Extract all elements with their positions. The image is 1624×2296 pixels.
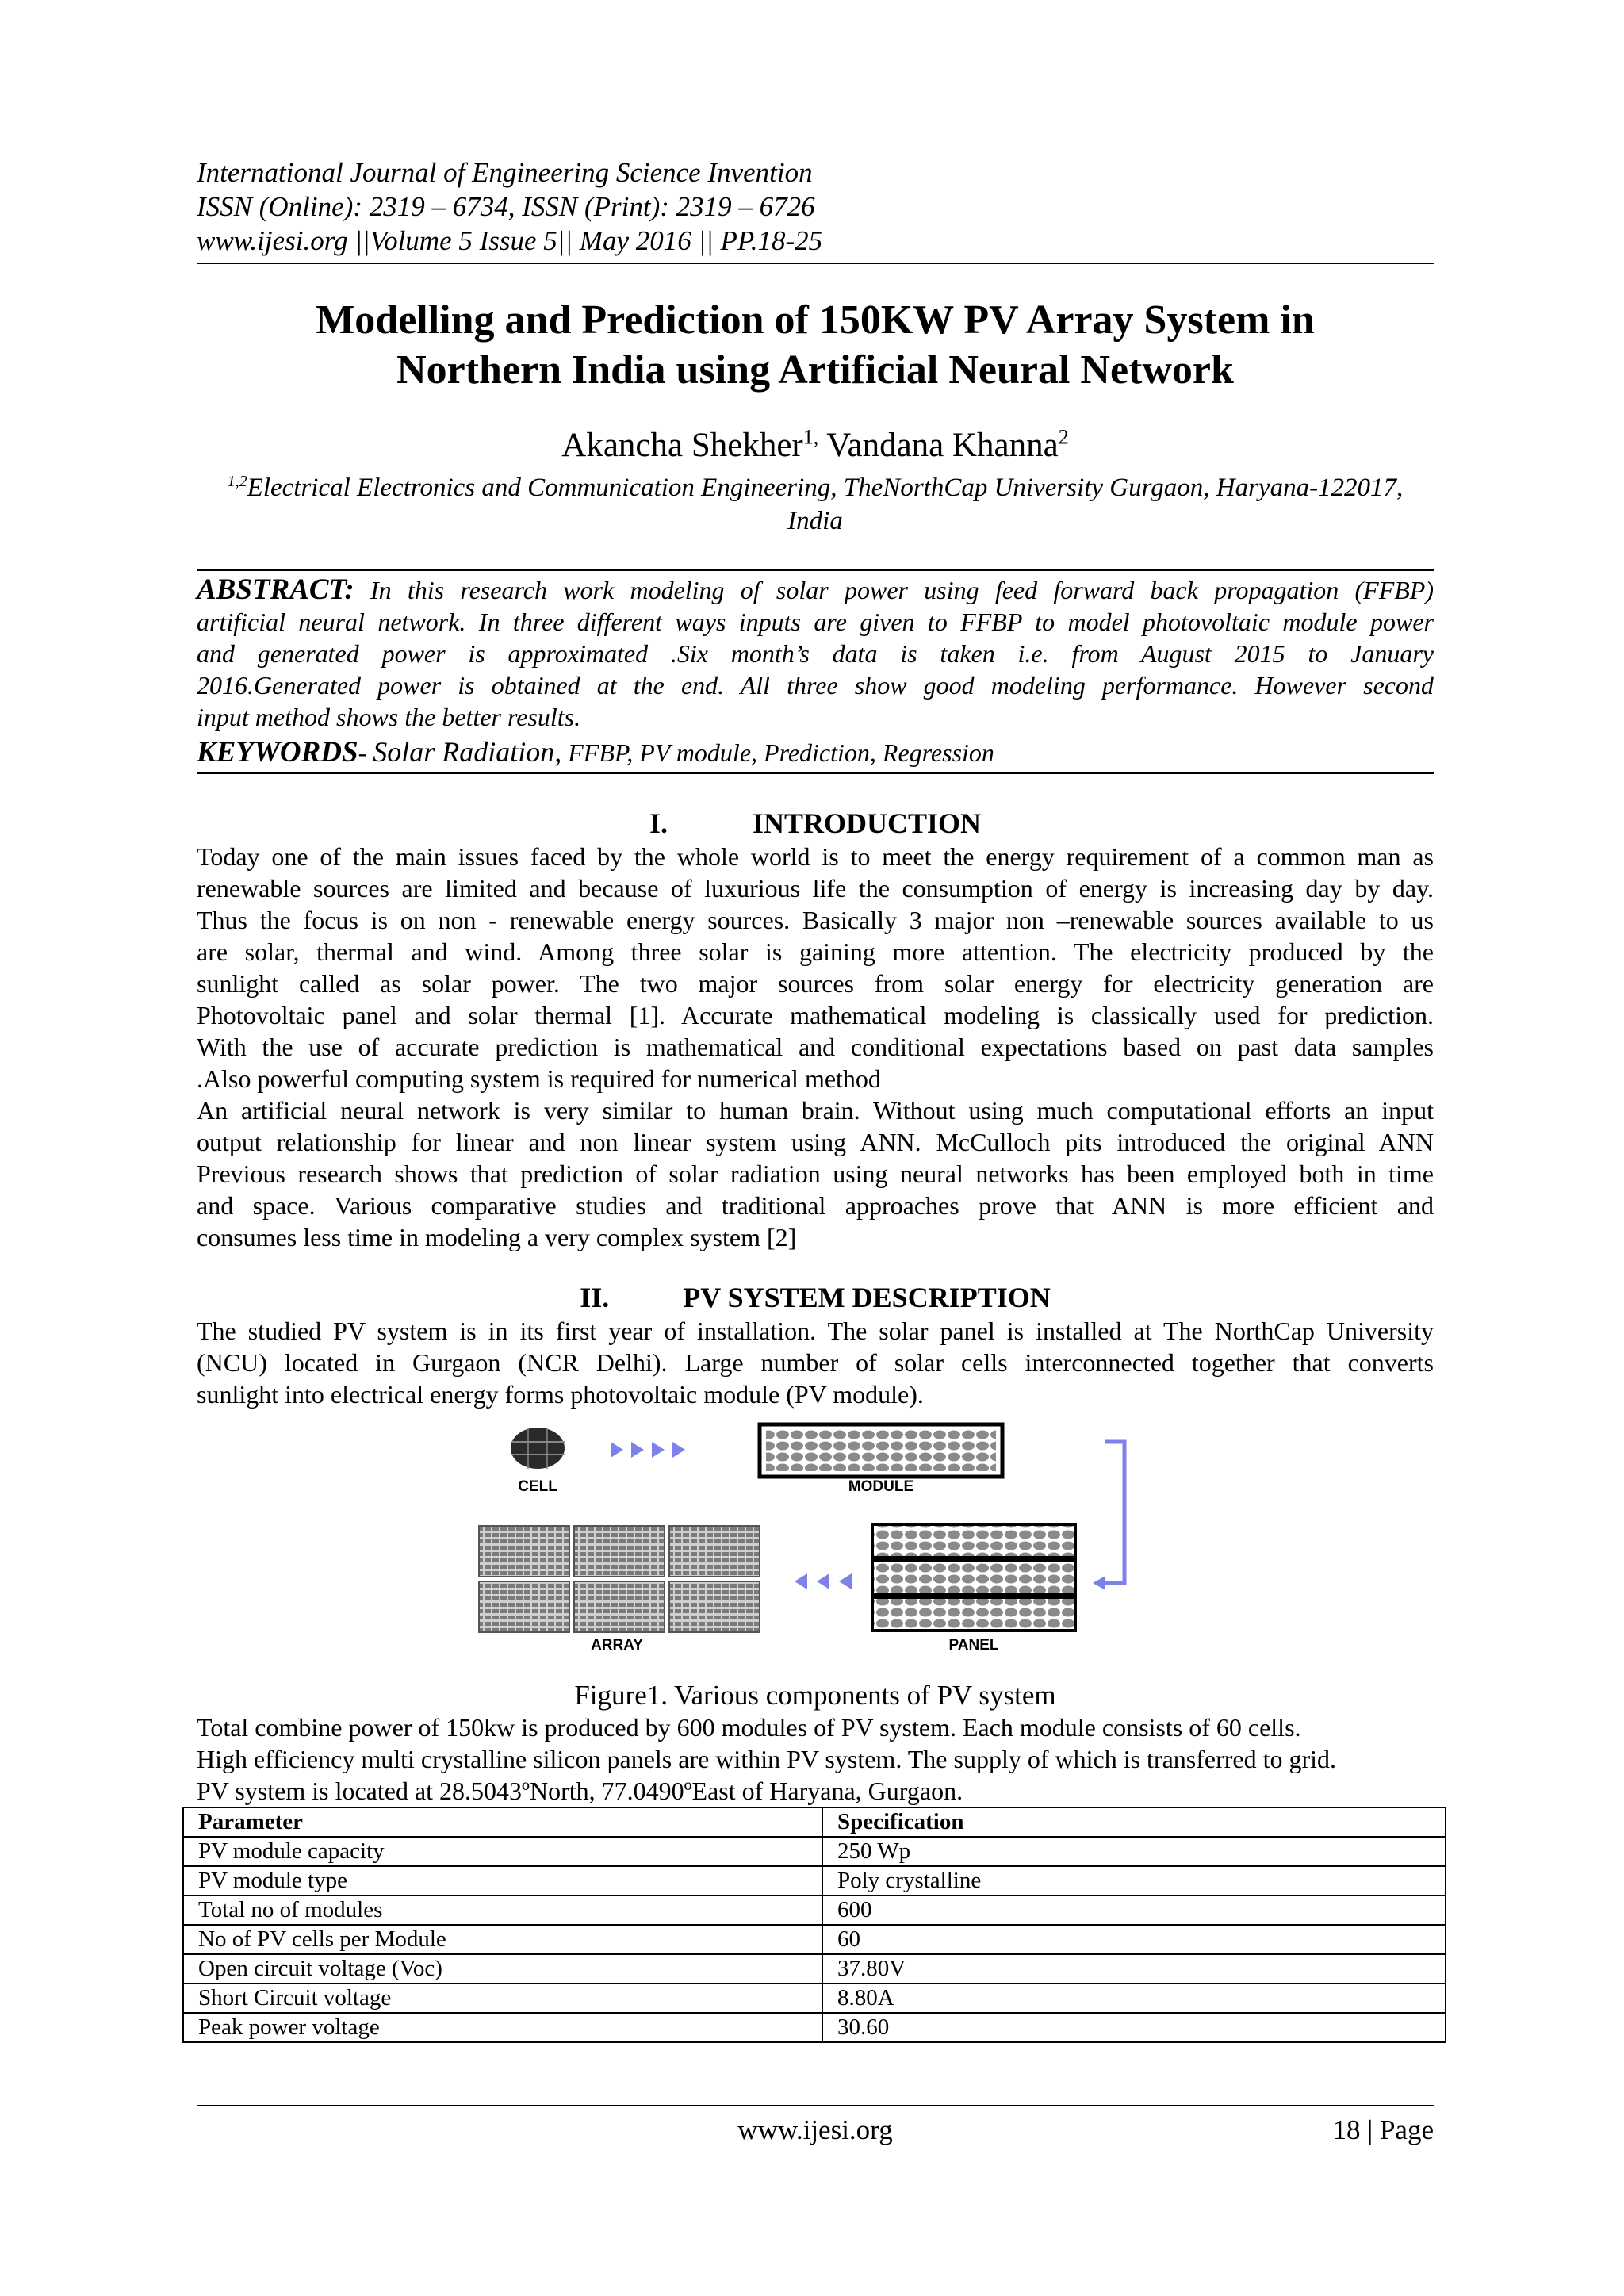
- title-line-2: Northern India using Artificial Neural Network: [396, 347, 1234, 393]
- table-cell: PV module type: [183, 1866, 822, 1895]
- text-line: are solar, thermal and wind. Among three solar is gaining more attention. The electricity produced by the: [197, 937, 1434, 966]
- section-heading-introduction: [197, 806, 1434, 841]
- text-line: Photovoltaic panel and solar thermal [1]. Accurate mathematical modeling is classically used for prediction.: [197, 1001, 1434, 1029]
- table-header-row: [183, 1807, 1446, 1837]
- text-line: sunlight called as solar power. The two major sources from solar energy for electricity generation are: [197, 969, 1434, 998]
- author-2: Vandana Khanna: [818, 427, 1059, 464]
- table-cell: Poly crystalline: [822, 1866, 1446, 1895]
- table-row: [183, 1866, 1446, 1895]
- footer-page-number: 18 | Page: [1332, 2114, 1434, 2145]
- journal-issn: ISSN (Online): 2319 – 6734, ISSN (Print): 2319 – 6726: [197, 191, 815, 222]
- journal-volume: www.ijesi.org ||Volume 5 Issue 5|| May 2016 || PP.18-25: [197, 225, 823, 256]
- text-line: PV system is located at 28.5043ºNorth, 77.0490ºEast of Haryana, Gurgaon.: [197, 1777, 963, 1805]
- table-cell: 8.80A: [822, 1984, 1446, 2013]
- cell-icon: [511, 1428, 565, 1469]
- table-cell: Short Circuit voltage: [183, 1984, 822, 2013]
- section-heading-pv-system: [197, 1280, 1434, 1315]
- paper-title: [197, 295, 1434, 395]
- pv-system-details-paragraph: [197, 1711, 1434, 1807]
- abstract-line: and generated power is approximated .Six month’s data is taken i.e. from August 2015 to January: [197, 639, 1434, 668]
- text-line: An artificial neural network is very similar to human brain. Without using much computational efforts an input: [197, 1096, 1434, 1125]
- author-list: [197, 425, 1434, 466]
- table-cell: Open circuit voltage (Voc): [183, 1954, 822, 1984]
- table-cell: PV module capacity: [183, 1837, 822, 1866]
- figure-caption: Figure1. Various components of PV system: [574, 1680, 1056, 1711]
- text-line: Previous research shows that prediction of solar radiation using neural networks has been employed both in time: [197, 1159, 1434, 1188]
- affiliation-line-2: India: [787, 507, 843, 535]
- table-cell: 30.60: [822, 2013, 1446, 2042]
- table-row: [183, 1895, 1446, 1925]
- text-line: The studied PV system is in its first year of installation. The solar panel is installed at The NorthCap University: [197, 1317, 1434, 1345]
- abstract-line: 2016.Generated power is obtained at the end. All three show good modeling performance. However second: [197, 671, 1434, 700]
- introduction-paragraph-2: [197, 1094, 1434, 1253]
- table-row: [183, 1954, 1446, 1984]
- module-icon: [760, 1424, 1002, 1477]
- text-line: sunlight into electrical energy forms photovoltaic module (PV module).: [197, 1380, 924, 1409]
- keywords-dash: -: [358, 738, 373, 767]
- table-cell: No of PV cells per Module: [183, 1925, 822, 1954]
- return-arrowhead-icon: [1093, 1576, 1105, 1590]
- table-cell: 37.80V: [822, 1954, 1446, 1984]
- text-line: Today one of the main issues faced by the whole world is to meet the energy requirement of a common man as: [197, 842, 1434, 871]
- text-line: Total combine power of 150kw is produced by 600 modules of PV system. Each module consists of 60 cells.: [197, 1713, 1301, 1742]
- section-number: I.: [649, 807, 668, 839]
- figure-label-panel: PANEL: [948, 1637, 999, 1654]
- table-cell: 600: [822, 1895, 1446, 1925]
- table-cell: 60: [822, 1925, 1446, 1954]
- array-icon: [479, 1526, 760, 1632]
- table-cell: Total no of modules: [183, 1895, 822, 1925]
- figure-label-cell: CELL: [518, 1478, 557, 1495]
- text-line: With the use of accurate prediction is mathematical and conditional expectations based on past data samples: [197, 1033, 1434, 1061]
- author-2-affil-mark: 2: [1058, 425, 1069, 449]
- text-line: output relationship for linear and non linear system using ANN. McCulloch pits introduced the original ANN: [197, 1128, 1434, 1156]
- panel-icon: [872, 1524, 1075, 1631]
- keyword-first: Solar Radiation,: [373, 736, 562, 768]
- table-row: [183, 1837, 1446, 1866]
- author-1-affil-mark: 1,: [802, 425, 819, 449]
- keywords: [197, 736, 1434, 769]
- affiliation-line-1: Electrical Electronics and Communication Engineering, TheNorthCap University Gurgaon, Haryana-122017,: [247, 473, 1404, 502]
- table-cell: Peak power voltage: [183, 2013, 822, 2042]
- text-line: Thus the focus is on non - renewable energy sources. Basically 3 major non –renewable sources available to us: [197, 906, 1434, 934]
- return-arrow-icon: [1102, 1442, 1124, 1583]
- abstract-rule-bottom: [197, 772, 1434, 774]
- text-line: and space. Various comparative studies and traditional approaches prove that ANN is more efficient and: [197, 1191, 1434, 1220]
- text-line: .Also powerful computing system is required for numerical method: [197, 1064, 881, 1093]
- keywords-label: KEYWORDS: [197, 736, 358, 769]
- author-1: Akancha Shekher: [561, 427, 803, 464]
- footer-rule: [197, 2105, 1434, 2106]
- figure-label-array: ARRAY: [591, 1637, 643, 1654]
- pv-components-figure: [476, 1418, 1142, 1656]
- table-row: [183, 2013, 1446, 2042]
- abstract-label: ABSTRACT:: [197, 573, 354, 606]
- text-line: (NCU) located in Gurgaon (NCR Delhi). Large number of solar cells interconnected together that converts: [197, 1348, 1434, 1377]
- section-title: INTRODUCTION: [752, 807, 982, 839]
- table-row: [183, 1984, 1446, 2013]
- pv-system-paragraph: [197, 1315, 1434, 1410]
- table-header-cell: Parameter: [183, 1807, 822, 1837]
- right-arrows-icon: [611, 1442, 685, 1458]
- affiliation: [197, 471, 1434, 538]
- journal-name: International Journal of Engineering Science Invention: [197, 157, 813, 188]
- affiliation-mark: 1,2: [227, 473, 247, 490]
- abstract-rule-top: [197, 569, 1434, 571]
- header-rule: [197, 263, 1434, 264]
- abstract-line: In this research work modeling of solar power using feed forward back propagation (FFBP): [354, 576, 1434, 604]
- figure-label-module: MODULE: [848, 1478, 914, 1495]
- table-header-cell: Specification: [822, 1807, 1446, 1837]
- abstract-line: artificial neural network. In three different ways inputs are given to FFBP to model photovoltaic module power: [197, 608, 1434, 636]
- footer-url: www.ijesi.org: [737, 2114, 893, 2145]
- left-arrows-icon: [795, 1573, 852, 1589]
- pv-specification-table: [182, 1807, 1446, 2043]
- journal-header: [197, 155, 1434, 258]
- section-number: II.: [580, 1282, 610, 1313]
- table-row: [183, 1925, 1446, 1954]
- introduction-paragraph-1: [197, 841, 1434, 1094]
- text-line: High efficiency multi crystalline silicon panels are within PV system. The supply of which is transferred to grid.: [197, 1745, 1337, 1773]
- title-line-1: Modelling and Prediction of 150KW PV Array System in: [316, 297, 1315, 343]
- text-line: renewable sources are limited and because of luxurious life the consumption of energy is increasing day by day.: [197, 874, 1434, 903]
- text-line: consumes less time in modeling a very complex system [2]: [197, 1223, 797, 1251]
- abstract-line: input method shows the better results.: [197, 703, 581, 731]
- section-title: PV SYSTEM DESCRIPTION: [683, 1282, 1051, 1313]
- abstract: [197, 574, 1434, 733]
- table-cell: 250 Wp: [822, 1837, 1446, 1866]
- keywords-rest: FFBP, PV module, Prediction, Regression: [561, 738, 994, 767]
